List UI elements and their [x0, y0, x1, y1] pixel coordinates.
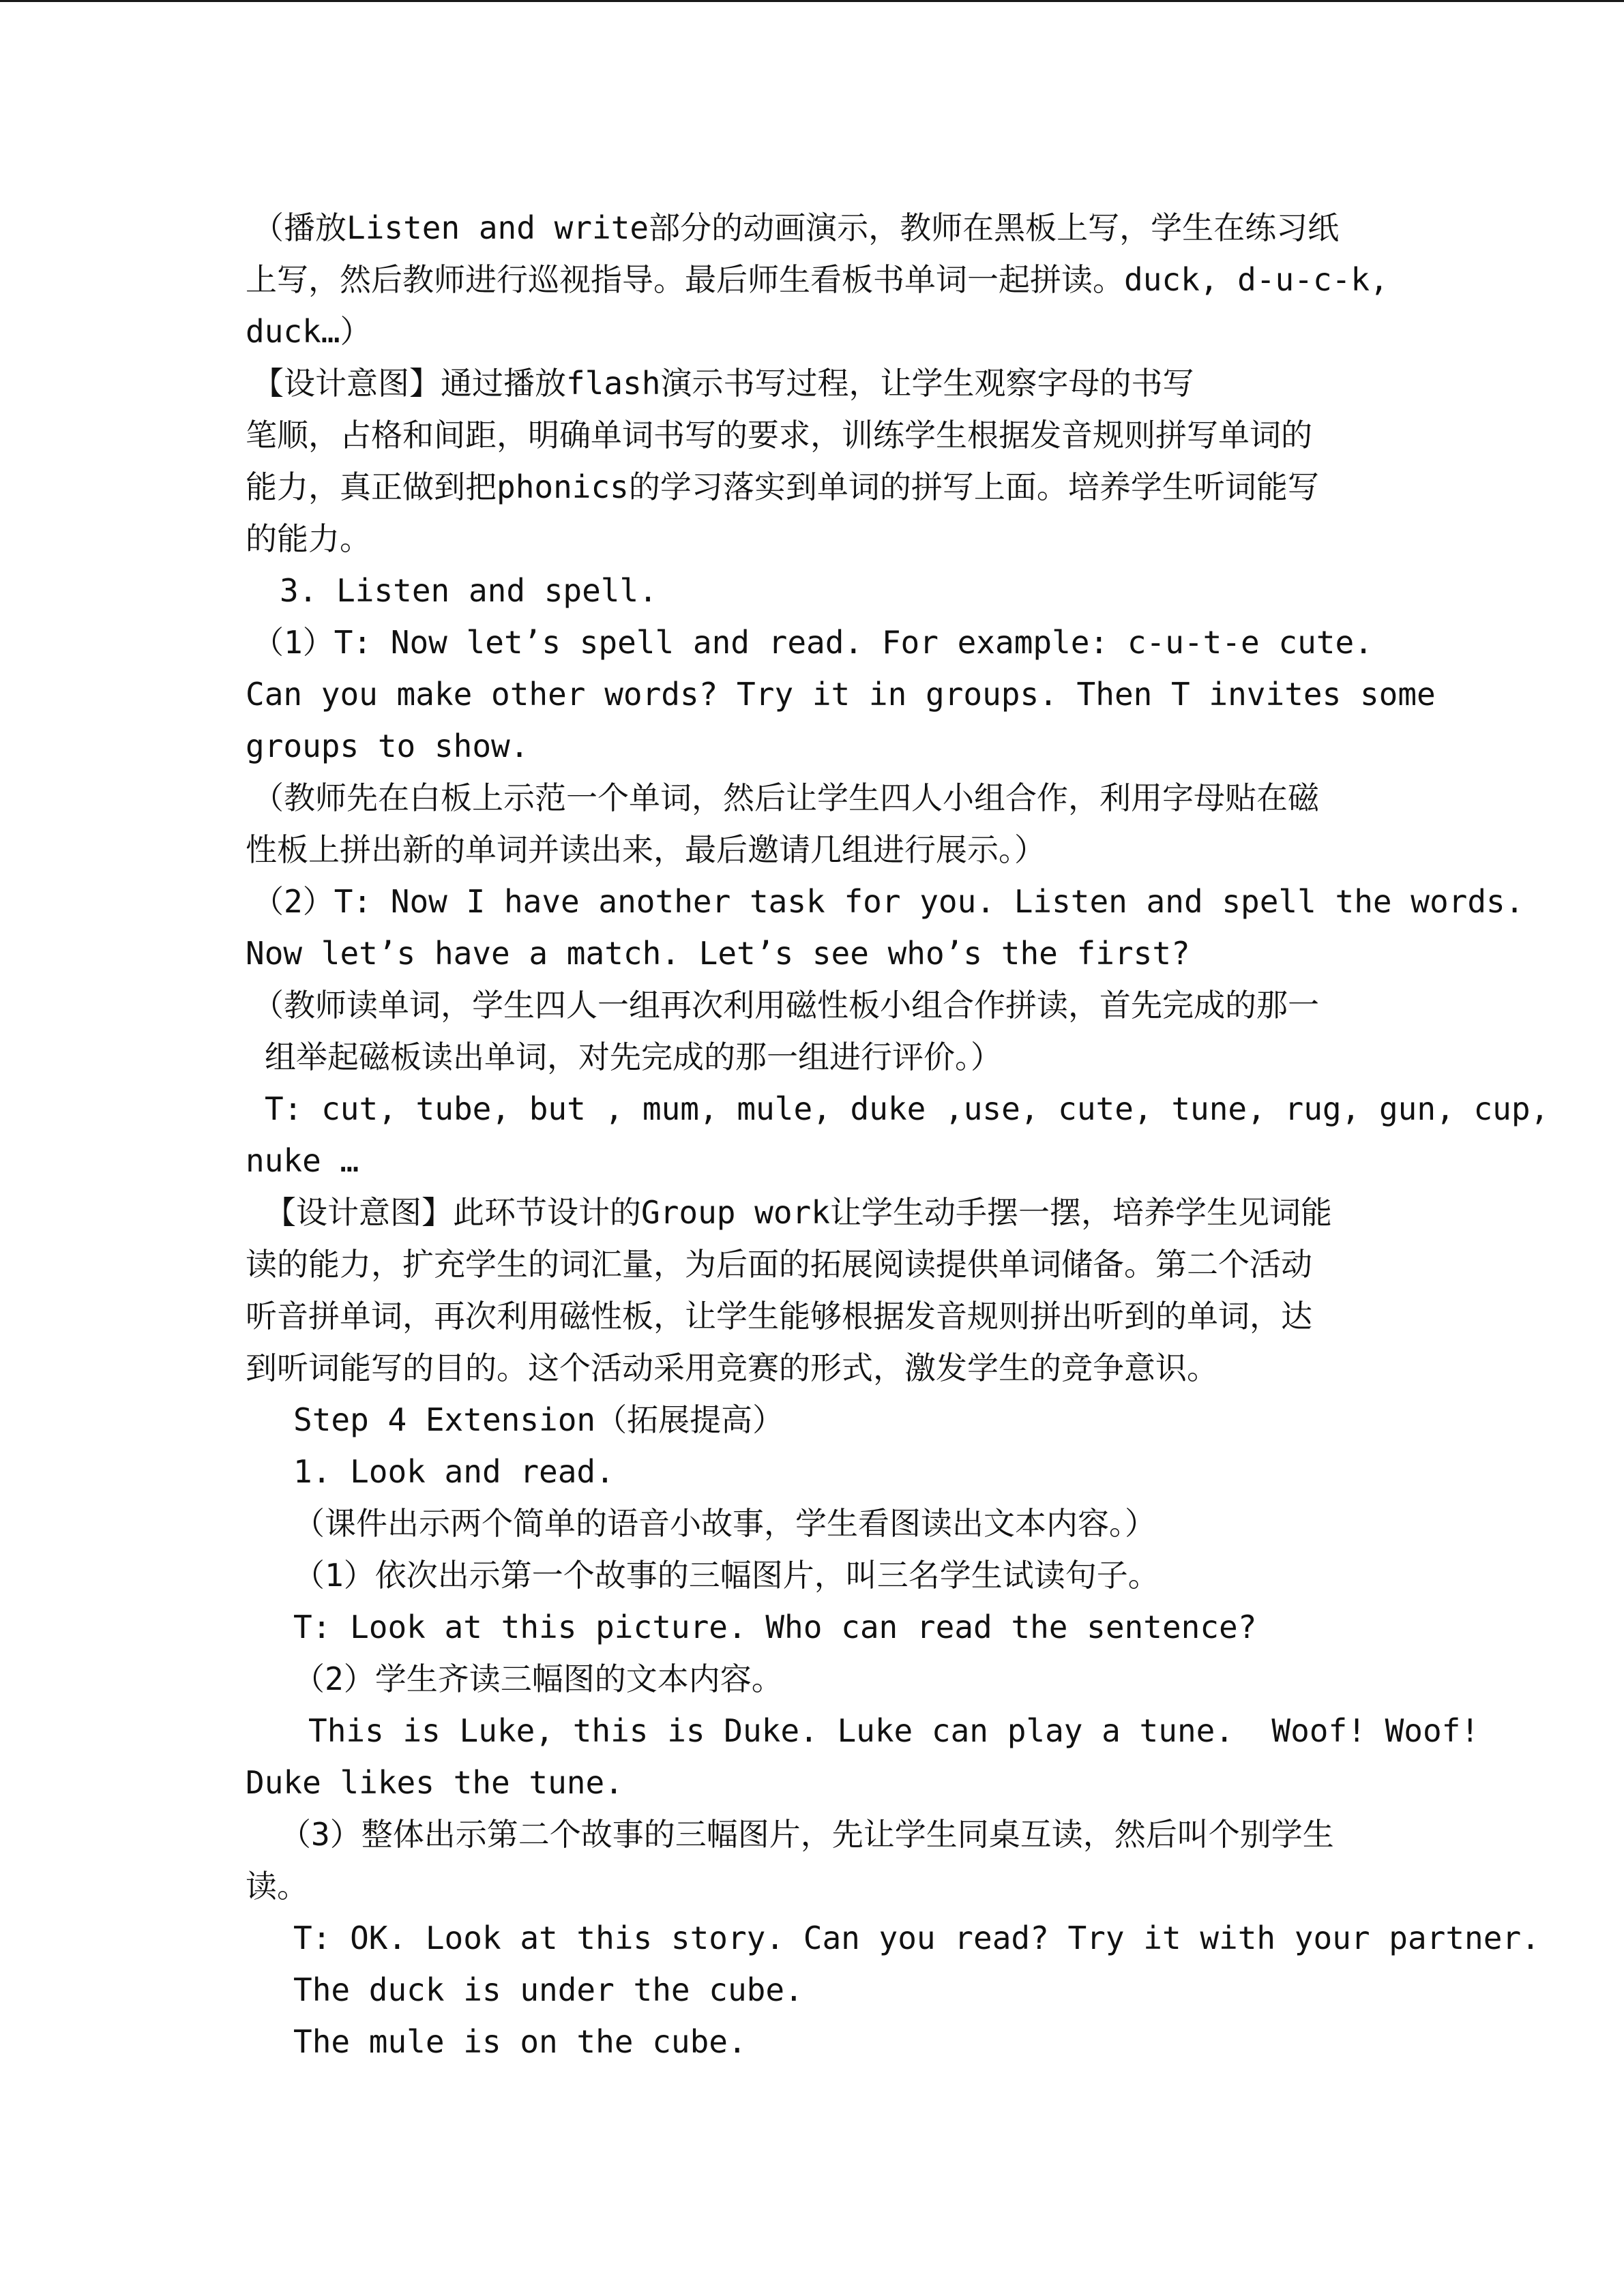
paragraph-line: Now let’s have a match. Let’s see who’s the first? — [246, 935, 1190, 972]
paragraph-line: 读的能力，扩充学生的词汇量，为后面的拓展阅读提供单词储备。第二个活动 — [246, 1246, 1312, 1283]
design-intent-line: 【设计意图】此环节设计的Group work让学生动手摆一摆，培养学生见词能 — [265, 1194, 1332, 1231]
story-line: The duck is under the cube. — [293, 1971, 803, 2008]
paragraph-line: （2）学生齐读三幅图的文本内容。 — [293, 1660, 783, 1697]
paragraph-line: Can you make other words? Try it in groups. Then T invites some — [246, 676, 1436, 713]
page-top-border — [0, 0, 1624, 2]
story-line: Duke likes the tune. — [246, 1764, 623, 1801]
story-line: This is Luke, this is Duke. Luke can play a tune. Woof! Woof! — [308, 1712, 1480, 1749]
word-list-line: T: cut, tube, but , mum, mule, duke ,use, cute, tune, rug, gun, cup, — [265, 1090, 1550, 1127]
design-intent-line: 【设计意图】通过播放flash演示书写过程，让学生观察字母的书写 — [252, 365, 1194, 402]
paragraph-line: （2）T: Now I have another task for you. Listen and spell the words. — [252, 883, 1524, 920]
paragraph-line: duck…） — [246, 313, 372, 350]
document-body — [246, 202, 1550, 2068]
paragraph-line: 听音拼单词，再次利用磁性板，让学生能够根据发音规则拼出听到的单词，达 — [246, 1298, 1312, 1335]
step-heading: Step 4 Extension（拓展提高） — [293, 1401, 784, 1438]
word-list-line: nuke … — [246, 1142, 359, 1179]
paragraph-line: （课件出示两个简单的语音小故事，学生看图读出文本内容。） — [293, 1505, 1156, 1542]
paragraph-line: （1）T: Now let’s spell and read. For example: c-u-t-e cute. — [252, 624, 1373, 661]
paragraph-line: T: OK. Look at this story. Can you read? Try it with your partner. — [293, 1920, 1540, 1956]
paragraph-line: （3）整体出示第二个故事的三幅图片，先让学生同桌互读，然后叫个别学生 — [280, 1816, 1334, 1853]
paragraph-line: （1）依次出示第一个故事的三幅图片，叫三名学生试读句子。 — [293, 1557, 1160, 1594]
story-line: The mule is on the cube. — [293, 2023, 747, 2060]
paragraph-line: （教师先在白板上示范一个单词，然后让学生四人小组合作，利用字母贴在磁 — [252, 779, 1319, 816]
paragraph-line: 组举起磁板读出单词，对先完成的那一组进行评价。） — [265, 1039, 1002, 1075]
paragraph-line: （播放Listen and write部分的动画演示，教师在黑板上写，学生在练习纸 — [252, 209, 1340, 246]
section-heading: 3. Listen and spell. — [280, 572, 658, 609]
paragraph-line: groups to show. — [246, 728, 529, 764]
paragraph-line: 读。 — [246, 1868, 308, 1905]
paragraph-line: 能力，真正做到把phonics的学习落实到单词的拼写上面。培养学生听词能写 — [246, 468, 1319, 505]
paragraph-line: 的能力。 — [246, 520, 371, 557]
section-heading: 1. Look and read. — [293, 1453, 615, 1490]
paragraph-line: 笔顺，占格和间距，明确单词书写的要求，训练学生根据发音规则拼写单词的 — [246, 417, 1312, 453]
paragraph-line: 上写，然后教师进行巡视指导。最后师生看板书单词一起拼读。duck, d-u-c-k, — [246, 261, 1389, 298]
paragraph-line: （教师读单词，学生四人一组再次利用磁性板小组合作拼读，首先完成的那一 — [252, 987, 1319, 1024]
paragraph-line: 到听词能写的目的。这个活动采用竞赛的形式，激发学生的竞争意识。 — [246, 1350, 1218, 1386]
paragraph-line: T: Look at this picture. Who can read the sentence? — [293, 1609, 1257, 1645]
paragraph-line: 性板上拼出新的单词并读出来，最后邀请几组进行展示。） — [246, 831, 1046, 868]
